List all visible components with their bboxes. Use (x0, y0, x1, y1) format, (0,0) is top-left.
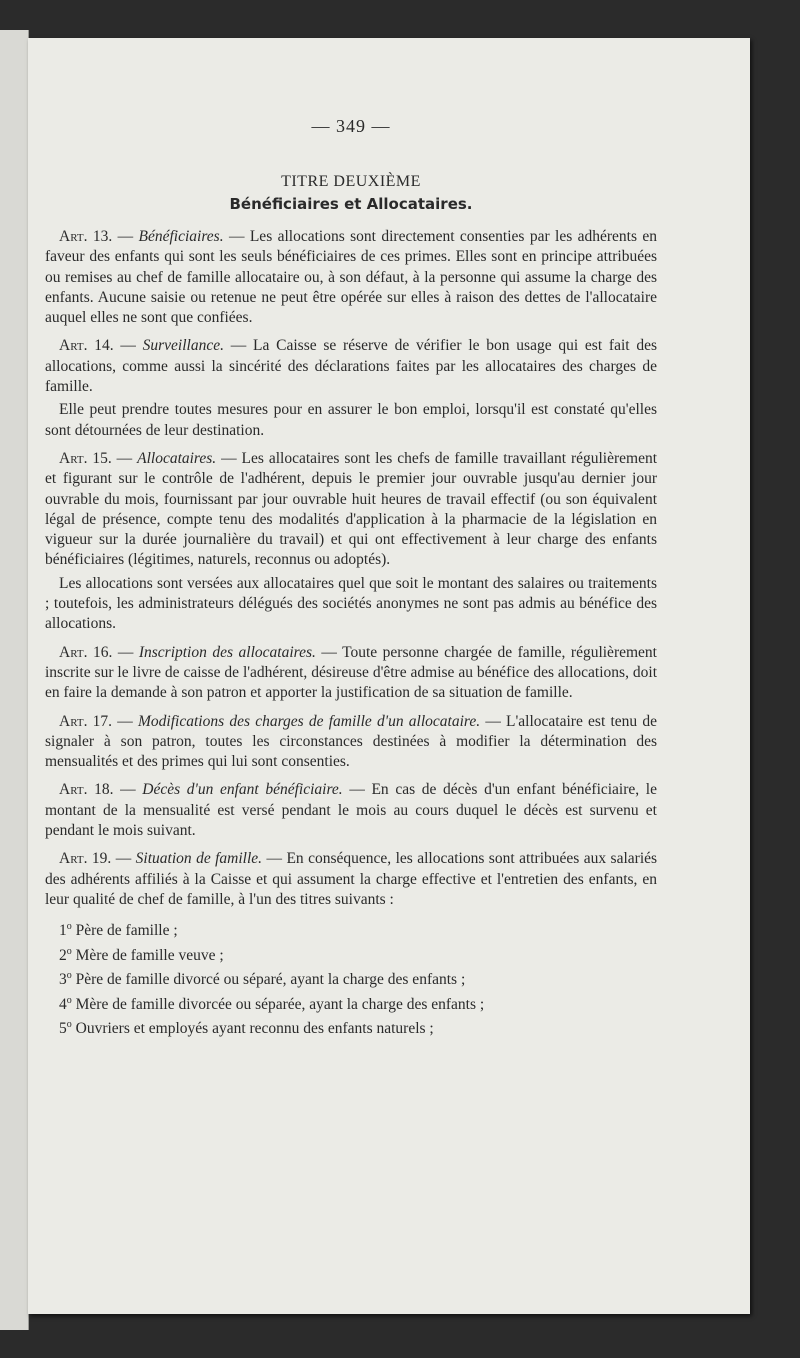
list-item (59, 942, 657, 966)
article-title: Allocataires. (137, 449, 217, 467)
list-item-text: Père de famille divorcé ou séparé, ayant la charge des enfants ; (71, 971, 466, 989)
list-item-text: Ouvriers et employés ayant reconnu des enfants naturels ; (71, 1020, 434, 1038)
article-13: Art. 13. — Bénéficiaires. — Les allocations sont directement consenties par les adhérents en faveur des enfants qui sont les seuls bénéficiaires de ces primes. Elles sont en principe attribuées ou remises au chef de famille allocataire ou, à son défaut, à la personne qui assume la charge des enfants. Aucune saisie ou retenue ne peut être opérée sur elles à raison des dettes de l'allocataire auquel elles ne sont que confiées. (45, 228, 658, 327)
article-number: Art. 17. (59, 712, 113, 730)
list-item-ordinal: o (66, 945, 72, 957)
article-14: Art. 14. — Surveillance. — La Caisse se réserve de vérifier le bon usage qui est fait des allocations, comme aussi la sincérité des déclarations faites par les allocataires des charges de famille. (45, 337, 657, 396)
article-number: Art. 14. (59, 337, 114, 355)
list-item-text: Mère de famille divorcée ou séparée, ayant la charge des enfants ; (71, 995, 485, 1013)
article-body: La Caisse se réserve de vérifier le bon usage qui est fait des allocations, comme aussi la sincérité des déclarations faites par les allocataires des charges de famille. (45, 337, 657, 396)
list-item (59, 1015, 657, 1039)
book-page (28, 38, 750, 1314)
article-body: En cas de décès d'un enfant bénéficiaire, le montant de la mensualité est versé pendant le mois au cours duquel le décès est survenu et pendant le mois suivant. (45, 781, 657, 840)
article-body: L'allocataire est tenu de signaler à son patron, toutes les circonstances destinées à modifier la détermination des mensualités et des primes qui lui sont consenties. (45, 712, 658, 771)
articles-container (45, 227, 657, 910)
list-item-ordinal: o (66, 970, 72, 982)
list-item-text: Mère de famille veuve ; (71, 946, 224, 964)
article-title: Inscription des allocataires. (138, 643, 316, 661)
list-item (59, 966, 657, 990)
article-19: Art. 19. — Situation de famille. — En conséquence, les allocations sont attribuées aux salariés des adhérents affiliés à la Caisse et qui assument la charge effective et l'entretien des enfants, en leur qualité de chef de famille, à l'un des titres suivants : (45, 850, 658, 908)
list-item-number: 4 (59, 995, 67, 1013)
article-title: Décès d'un enfant bénéficiaire. (142, 781, 343, 799)
article-body: Les allocataires sont les chefs de famille travaillant régulièrement et figurant sur le contrôle de l'adhérent, depuis le premier jour ouvrable jusqu'au dernier jour ouvrable du mois, fournissant par jour ouvrable huit heures de travail effectif (ou son équivalent légal de présence, compte tenu des modalités d'application à la pharmacie de la législation en vigueur sur la durée journalière du travail) et qui ont effectivement à leur charge des enfants bénéficiaires (légitimes, naturels, reconnus ou adoptés). (45, 449, 658, 569)
section-subtitle: Bénéficiaires et Allocataires. (229, 195, 473, 213)
article-18: Art. 18. — Décès d'un enfant bénéficiaire. — En cas de décès d'un enfant bénéficiaire, le montant de la mensualité est versé pendant le mois au cours duquel le décès est survenu et pendant le mois suivant. (45, 781, 657, 840)
article-title: Modifications des charges de famille d'un allocataire. (138, 712, 481, 730)
article-paragraph: Elle peut prendre toutes mesures pour en assurer le bon emploi, lorsqu'il est constaté qu'elles sont détournées de leur destination. (45, 401, 657, 439)
article-body: En conséquence, les allocations sont attribuées aux salariés des adhérents affiliés à la Caisse et qui assument la charge effective et l'entretien des enfants, en leur qualité de chef de famille, à l'un des titres suivants : (45, 850, 658, 908)
list-item (59, 991, 657, 1015)
titres-list (45, 917, 657, 1039)
list-item-ordinal: o (66, 994, 72, 1006)
list-item-number: 1 (59, 922, 67, 940)
article-title: Surveillance. (142, 337, 224, 355)
adjacent-page-edge (0, 30, 29, 1330)
article-number: Art. 13. (59, 228, 113, 245)
section-title: TITRE DEUXIÈME (281, 173, 421, 190)
list-item-text: Père de famille ; (71, 922, 178, 940)
article-number: Art. 19. (59, 850, 112, 868)
article-16: Art. 16. — Inscription des allocataires. — Toute personne chargée de famille, régulièrement inscrite sur le livre de caisse de l'adhérent, désireuse d'être admise au bénéfice des allocations, doit en faire la demande à son patron et apporter la justification de sa situation de famille. (45, 643, 657, 702)
article-body: Les allocations sont directement consenties par les adhérents en faveur des enfants qui sont les seuls bénéficiaires de ces primes. Elles sont en principe attribuées ou remises au chef de famille allocataire ou, à son défaut, à la personne qui assume la charge des enfants. Aucune saisie ou retenue ne peut être opérée sur elles à raison des dettes de l'allocataire auquel elles ne sont que confiées. (45, 228, 658, 327)
list-item (59, 917, 657, 941)
article-body: Toute personne chargée de famille, régulièrement inscrite sur le livre de caisse de l'adhérent, désireuse d'être admise au bénéfice des allocations, doit en faire la demande à son patron et apporter la justification de sa situation de famille. (45, 643, 657, 702)
list-item-number: 5 (59, 1020, 67, 1038)
article-paragraph: Les allocations sont versées aux allocataires quel que soit le montant des salaires ou traitements ; toutefois, les administrateurs délégués des sociétés anonymes ne sont pas admis au bénéfice des allocations. (45, 574, 657, 633)
article-number: Art. 18. (59, 781, 114, 799)
article-number: Art. 16. (59, 643, 113, 661)
list-item-number: 3 (59, 971, 67, 989)
list-item-ordinal: o (66, 921, 72, 933)
article-title: Situation de famille. (135, 850, 263, 868)
article-15: Art. 15. — Allocataires. — Les allocataires sont les chefs de famille travaillant régulièrement et figurant sur le contrôle de l'adhérent, depuis le premier jour ouvrable jusqu'au dernier jour ouvrable du mois, fournissant par jour ouvrable huit heures de travail effectif (ou son équivalent légal de présence, compte tenu des modalités d'application à la pharmacie de la législation en vigueur sur la durée journalière du travail) et qui ont effectivement à leur charge des enfants bénéficiaires (légitimes, naturels, reconnus ou adoptés). (45, 449, 658, 569)
article-title: Bénéficiaires. (138, 228, 224, 245)
article-17: Art. 17. — Modifications des charges de famille d'un allocataire. — L'allocataire est tenu de signaler à son patron, toutes les circonstances destinées à modifier la détermination des mensualités et des primes qui lui sont consenties. (45, 712, 658, 771)
article-number: Art. 15. (59, 449, 112, 467)
page-number: — 349 — (311, 116, 391, 136)
list-item-number: 2 (59, 946, 67, 964)
list-item-ordinal: o (66, 1019, 72, 1031)
page-content (45, 116, 657, 1039)
